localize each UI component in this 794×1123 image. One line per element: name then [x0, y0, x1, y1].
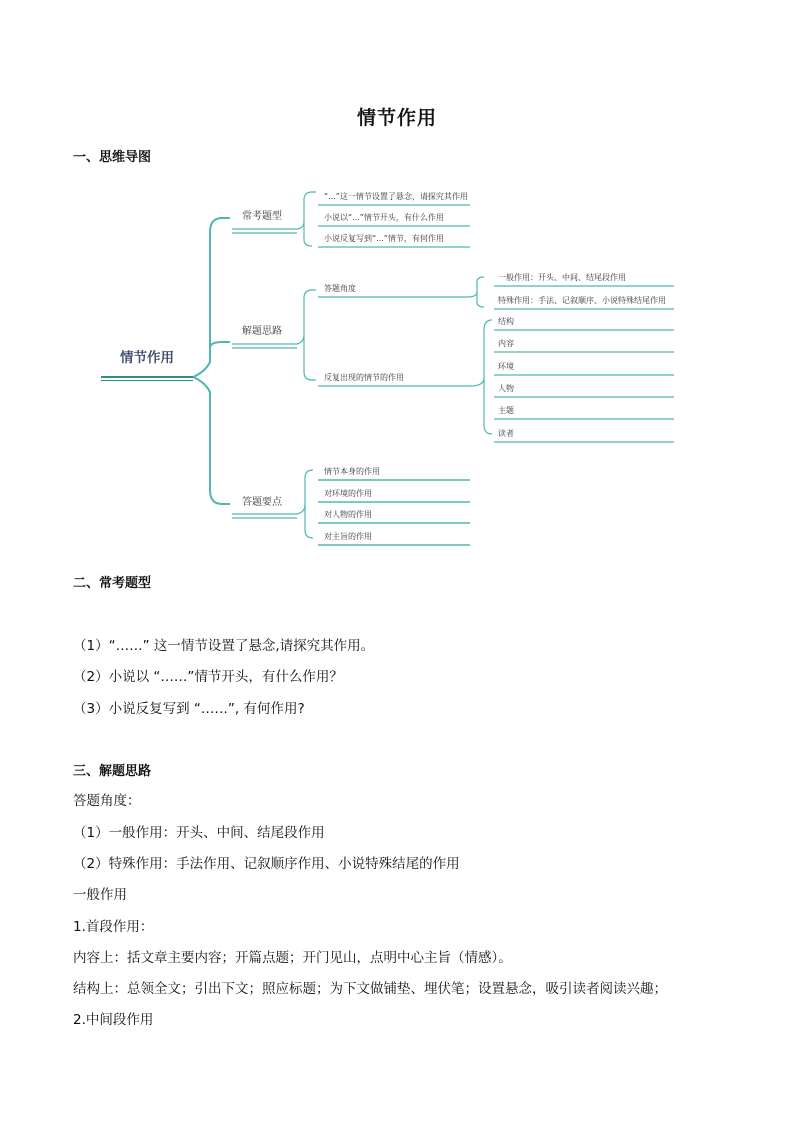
mindmap-leaf: 人物 [498, 384, 514, 393]
mindmap-heading: 一、思维导图 [73, 150, 152, 165]
mindmap-leaf: “...”这一情节设置了悬念，请探究其作用 [324, 192, 468, 201]
structure-line: 结构上：总领全文；引出下文；照应标题；为下文做铺垫、埋伏笔；设置悬念，吸引读者阅读兴趣； [73, 981, 667, 997]
middle-paragraph-heading: 2.中间段作用 [73, 1012, 154, 1028]
mindmap-branch-label: 解题思路 [242, 326, 282, 337]
mindmap-leaf: 对环境的作用 [324, 489, 372, 498]
approach-item: （2）特殊作用：手法作用、记叙顺序作用、小说特殊结尾的作用 [73, 856, 460, 872]
approach-intro: 答题角度： [73, 793, 141, 809]
mindmap-leaf: 小说反复写到“...”情节，有何作用 [324, 234, 444, 243]
mindmap-leaf: 内容 [498, 339, 514, 348]
general-function-heading: 一般作用 [73, 887, 127, 903]
mindmap-leaf: 情节本身的作用 [324, 467, 380, 476]
mindmap-subbranch-label: 答题角度 [324, 284, 356, 293]
content-line: 内容上：括文章主要内容；开篇点题；开门见山，点明中心主旨（情感）。 [73, 950, 512, 966]
question-type-item: （2）小说以 “……”情节开头，有什么作用？ [73, 669, 343, 685]
mindmap-leaf: 特殊作用：手法、记叙顺序、小说特殊结尾作用 [498, 296, 666, 305]
mindmap-branch-label: 答题要点 [242, 497, 282, 508]
mindmap-leaf: 主题 [498, 406, 514, 415]
mindmap-leaf: 读者 [498, 429, 514, 438]
mindmap-leaf: 一般作用：开头、中间、结尾段作用 [498, 273, 626, 282]
mindmap-branch-label: 常考题型 [242, 211, 282, 222]
mindmap-leaf: 对主旨的作用 [324, 532, 372, 541]
first-paragraph-heading: 1.首段作用： [73, 919, 154, 935]
mindmap-subbranch-label: 反复出现的情节的作用 [324, 373, 404, 382]
mindmap-root: 情节作用 [120, 350, 174, 366]
approach-item: （1）一般作用：开头、中间、结尾段作用 [73, 825, 325, 841]
mindmap-leaf: 结构 [498, 317, 514, 326]
approach-heading: 三、解题思路 [73, 764, 152, 779]
question-type-item: （1）“……” 这一情节设置了悬念,请探究其作用。 [73, 638, 375, 654]
page-title: 情节作用 [356, 107, 437, 129]
question-types-heading: 二、常考题型 [73, 576, 152, 591]
mindmap-leaf: 小说以“...”情节开头，有什么作用 [324, 213, 444, 222]
mindmap-leaf: 环境 [498, 362, 514, 371]
mindmap-leaf: 对人物的作用 [324, 510, 372, 519]
question-type-item: （3）小说反复写到 “……”, 有何作用? [73, 701, 305, 717]
